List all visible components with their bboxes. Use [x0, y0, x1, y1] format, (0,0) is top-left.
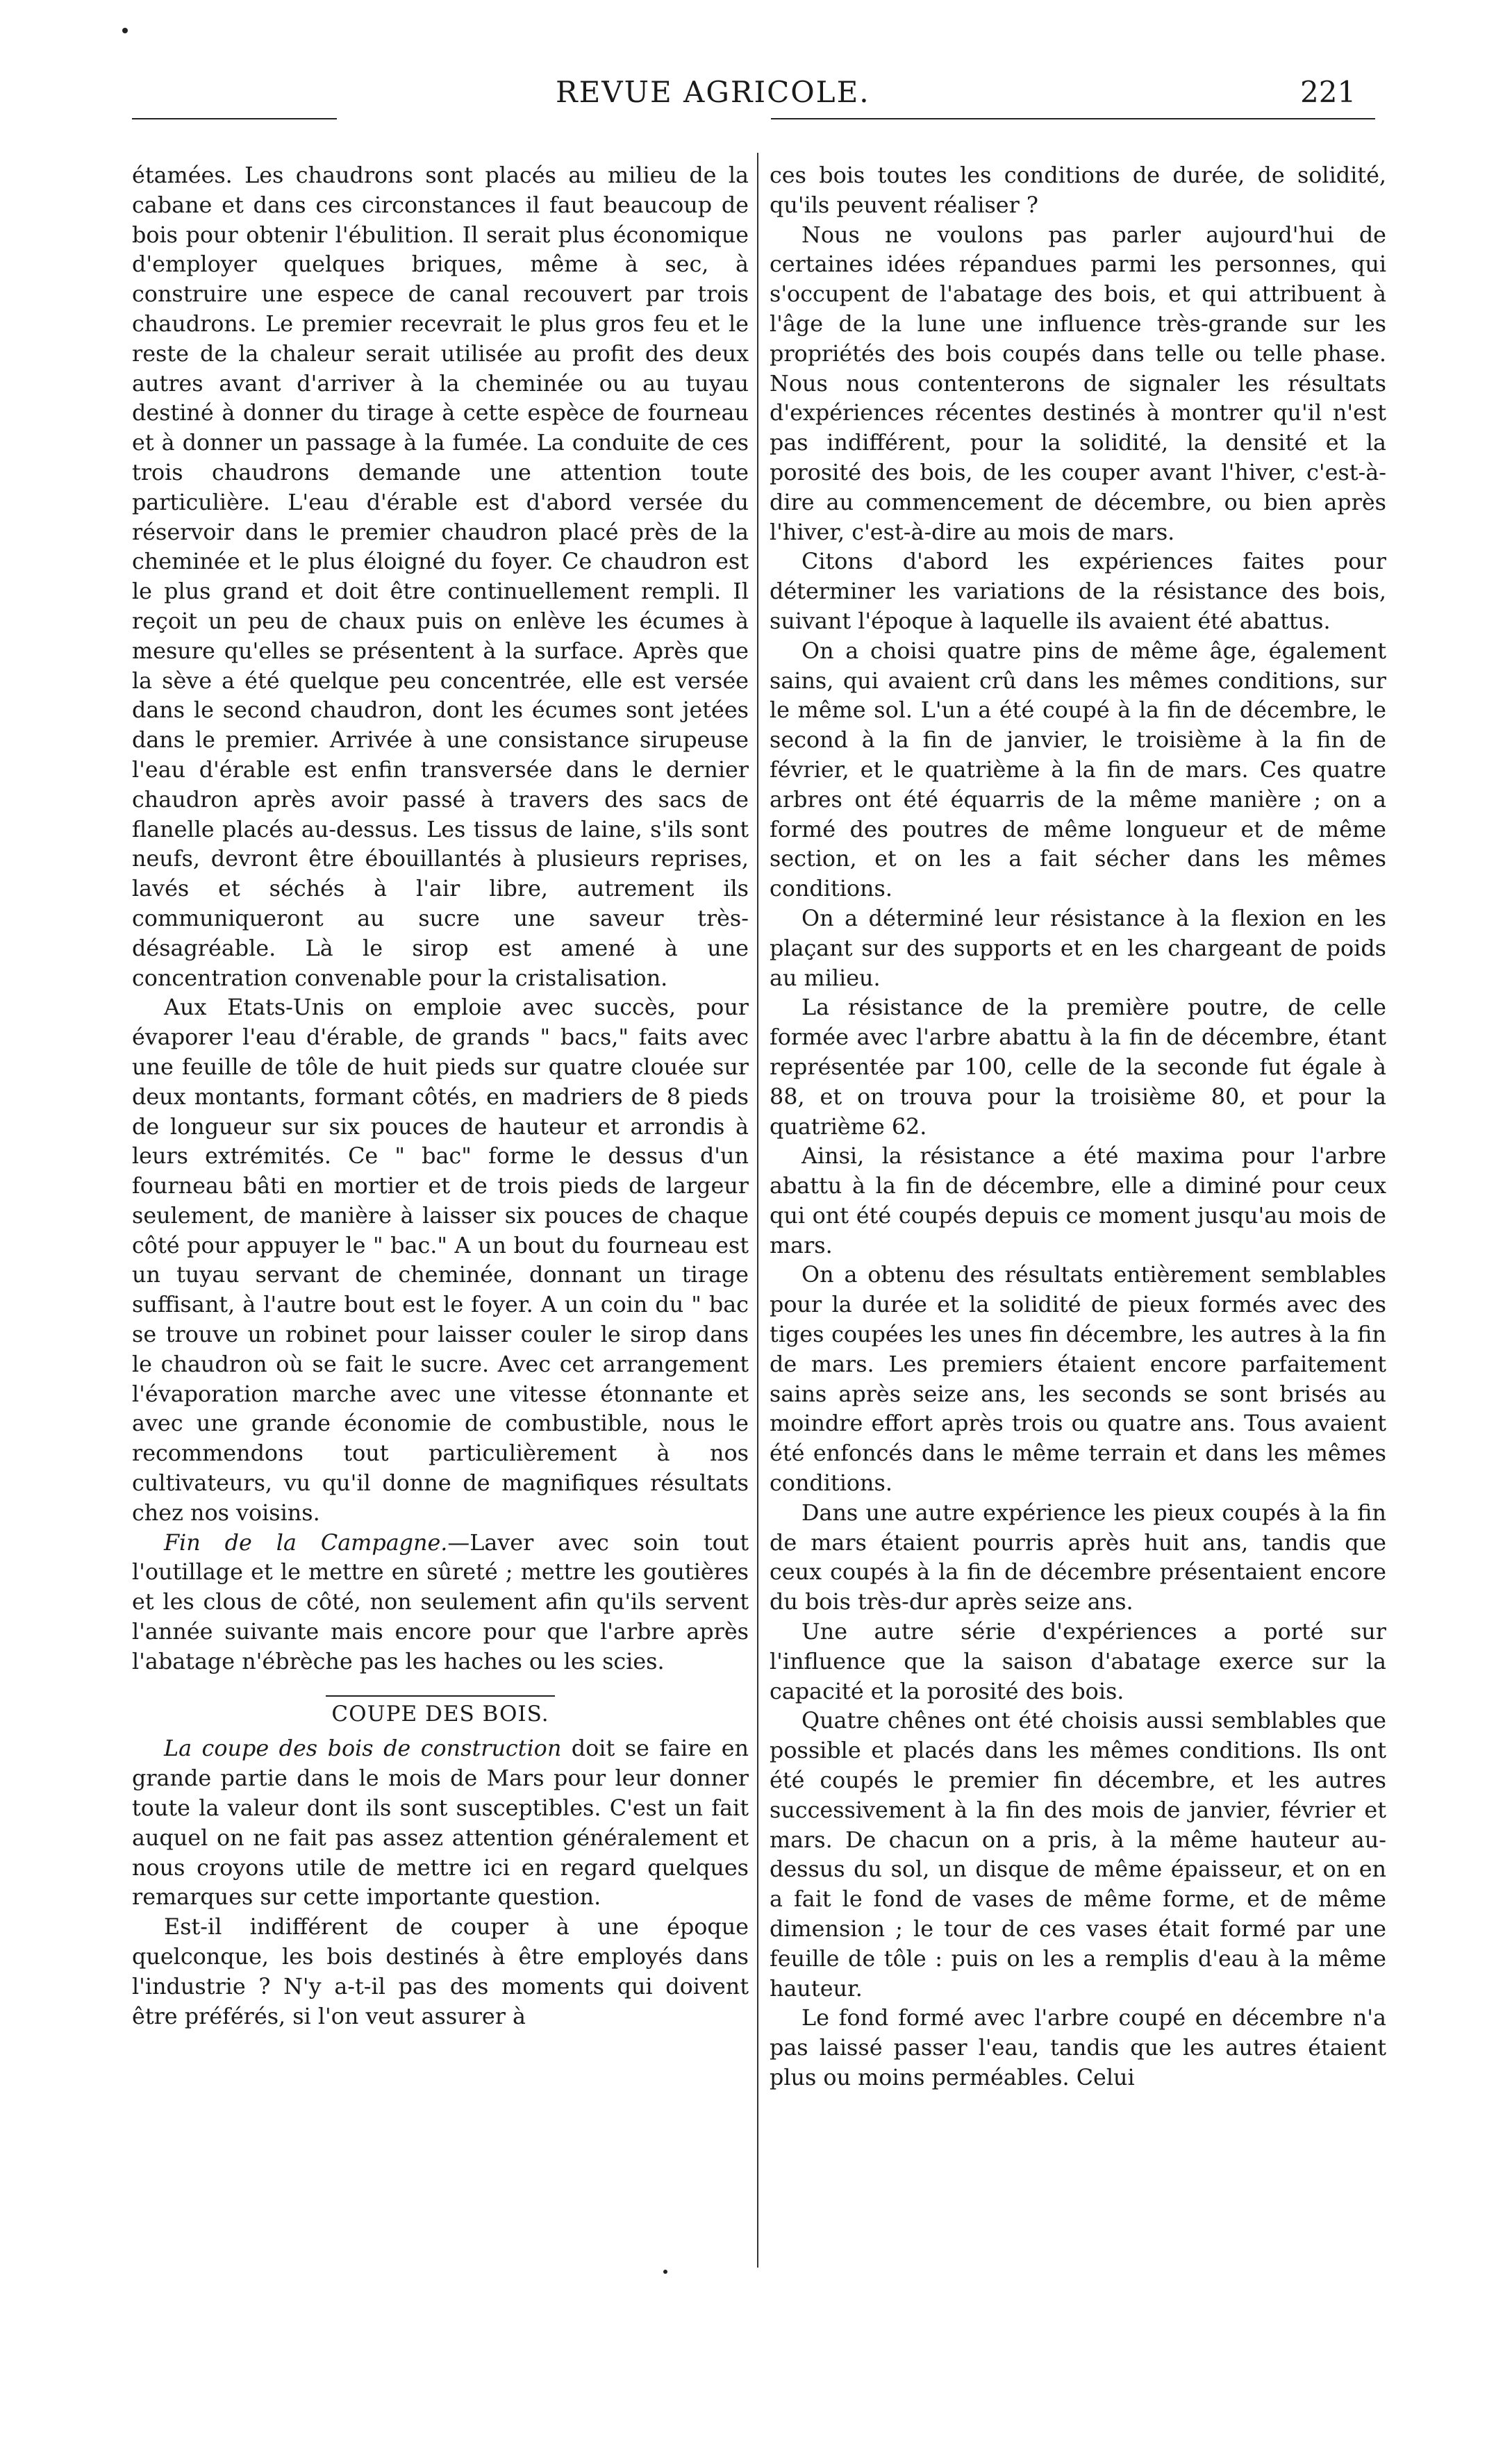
paragraph-body: —Laver avec soin tout l'outillage et le mettre en sûreté ; mettre les goutières et les clous de côté, non seulement afin qu'ils servent l'année suivante mais encore pour que l'arbre après l'abatage n'ébrèche pas les haches ou les scies.: [132, 1529, 749, 1674]
paragraph: Nous ne voulons pas parler aujourd'hui de certaines idées répandues parmi les personnes, qui s'occupent de l'abatage des bois, et qui attribuent à l'âge de la lune une influence très-grande sur les propriétés des bois coupés dans telle ou telle phase. Nous nous contenterons de signaler les résultats d'expériences récentes destinés à montrer qu'il n'est pas indifférent, pour la solidité, la densité et la porosité des bois, de les couper avant l'hiver, c'est-à-dire au commencement de décembre, ou bien après l'hiver, c'est-à-dire au mois de mars.: [770, 222, 1386, 545]
header-rule: [771, 118, 1375, 119]
section-title: COUPE DES BOIS.: [331, 1701, 549, 1727]
left-column: [132, 161, 749, 2272]
section-rule: [326, 1695, 555, 1697]
paragraph: [132, 1529, 749, 1677]
paragraph: Ainsi, la résistance a été maxima pour l'arbre abattu à la fin de décembre, elle a diminé pour ceux qui ont été coupés depuis ce moment jusqu'au mois de mars.: [770, 1143, 1386, 1258]
italic-lead: Fin de la Campagne.: [164, 1529, 448, 1556]
paragraph-body: doit se faire en grande partie dans le mois de Mars pour leur donner toute la valeur dont ils sont susceptibles. C'est un fait auquel on ne fait pas assez attention généralement et nous croyons utile de mettre ici en regard quelques remarques sur cette importante question.: [132, 1736, 749, 1911]
header-rule: [132, 118, 337, 119]
right-column: [770, 161, 1386, 2272]
paragraph: ces bois toutes les conditions de durée, de solidité, qu'ils peuvent réaliser ?: [770, 163, 1386, 218]
paragraph: étamées. Les chaudrons sont placés au milieu de la cabane et dans ces circonstances il faut beaucoup de bois pour obtenir l'ébulition. Il serait plus économique d'employer quelques briques, même à sec, à construire une espece de canal recouvert par trois chaudrons. Le premier recevrait le plus gros feu et le reste de la chaleur serait utilisée au profit des deux autres avant d'arriver à la cheminée ou au tuyau destiné à donner du tirage à cette espèce de fourneau et à donner un passage à la fumée. La conduite de ces trois chaudrons demande une attention toute particulière. L'eau d'érable est d'abord versée du réservoir dans le premier chaudron placé près de la cheminée et le plus éloigné du foyer. Ce chaudron est le plus grand et doit être continuellement rempli. Il reçoit un peu de chaux puis on enlève les écumes à mesure qu'elles se présentent à la surface. Après que la sève a été quelque peu concentrée, elle est versée dans le second chaudron, dont les écumes sont jetées dans le premier. Arrivée à une consistance sirupeuse l'eau d'érable est enfin transversée dans le dernier chaudron après avoir passé à travers des sacs de flanelle placés au-dessus. Les tissus de laine, s'ils sont neufs, devront être ébouillantés à plusieurs reprises, lavés et séchés à l'air libre, autrement ils communiqueront au sucre une saveur très-désagréable. Là le sirop est amené à une concentration convenable pour la cristalisation.: [132, 163, 749, 991]
paragraph: Une autre série d'expériences a porté sur l'influence que la saison d'abatage exerce sur la capacité et la porosité des bois.: [770, 1619, 1386, 1704]
paragraph: On a choisi quatre pins de même âge, également sains, qui avaient crû dans les mêmes conditions, sur le même sol. L'un a été coupé à la fin de décembre, le second à la fin de janvier, le troisième à la fin de février, et le quatrième à la fin de mars. Ces quatre arbres ont été équarris de la même manière ; on a formé des poutres de même longueur et de même section, et on les a fait sécher dans les mêmes conditions.: [770, 638, 1386, 902]
paragraph: Quatre chênes ont été choisis aussi semblables que possible et placés dans les mêmes conditions. Ils ont été coupés le premier fin décembre, et les autres successivement à la fin des mois de janvier, février et mars. De chacun on a pris, à la même hauteur au-dessus du sol, un disque de même épaisseur, et on en a fait le fond de vases de même forme, et de même dimension ; le tour de ces vases était formé par une feuille de tôle : puis on les a remplis d'eau à la même hauteur.: [770, 1708, 1386, 2002]
italic-lead: La coupe des bois de construction: [164, 1736, 562, 1762]
ink-speck: [663, 2270, 667, 2274]
ink-speck: [122, 28, 128, 33]
paragraph: Citons d'abord les expériences faites pour déterminer les variations de la résistance des bois, suivant l'époque à laquelle ils avaient été abattus.: [770, 549, 1386, 634]
paragraph: On a déterminé leur résistance à la flexion en les plaçant sur des supports et en les chargeant de poids au milieu.: [770, 905, 1386, 991]
paragraph: La résistance de la première poutre, de celle formée avec l'arbre abattu à la fin de décembre, étant représentée par 100, celle de la seconde fut égale à 88, et on trouva pour la troisième 80, et pour la quatrième 62.: [770, 995, 1386, 1140]
paragraph: On a obtenu des résultats entièrement semblables pour la durée et la solidité de pieux formés avec des tiges coupées les unes fin décembre, les autres à la fin de mars. Les premiers étaient encore parfaitement sains après seize ans, les seconds se sont brisés au moindre effort après trois ou quatre ans. Tous avaient été enfoncés dans le même terrain et dans les mêmes conditions.: [770, 1262, 1386, 1497]
paragraph: Aux Etats-Unis on emploie avec succès, pour évaporer l'eau d'érable, de grands " bacs," faits avec une feuille de tôle de huit pieds sur quatre clouée sur deux montants, formant côtés, en madriers de 8 pieds de longueur sur six pouces de hauteur et arrondis à leurs extrémités. Ce " bac" forme le dessus d'un fourneau bâti en mortier et de trois pieds de largeur seulement, de manière à laisser six pouces de chaque côté pour appuyer le " bac." A un bout du fourneau est un tuyau servant de cheminée, donnant un tirage suffisant, à l'autre bout est le foyer. A un coin du " bac se trouve un robinet pour laisser couler le sirop dans le chaudron où se fait le sucre. Avec cet arrangement l'évaporation marche avec une vitesse étonnante et avec une grande économie de combustible, nous le recommendons tout particulièrement à nos cultivateurs, vu qu'il donne de magnifiques résultats chez nos voisins.: [132, 995, 749, 1526]
page-header: [0, 75, 1512, 117]
page-number: 221: [1300, 75, 1356, 109]
paragraph: Dans une autre expérience les pieux coupés à la fin de mars étaient pourris après huit ans, tandis que ceux coupés à la fin de décembre présentaient encore du bois très-dur après seize ans.: [770, 1499, 1386, 1615]
running-title: REVUE AGRICOLE.: [556, 75, 870, 109]
column-divider: [757, 153, 758, 2268]
paragraph: Est-il indifférent de couper à une époque quelconque, les bois destinés à être employés dans l'industrie ? N'y a-t-il pas des moments qui doivent être préférés, si l'on veut assurer à: [132, 1914, 749, 2029]
paragraph: Le fond formé avec l'arbre coupé en décembre n'a pas laissé passer l'eau, tandis que les autres étaient plus ou moins perméables. Celui: [770, 2005, 1386, 2090]
paragraph: [132, 1734, 749, 1913]
